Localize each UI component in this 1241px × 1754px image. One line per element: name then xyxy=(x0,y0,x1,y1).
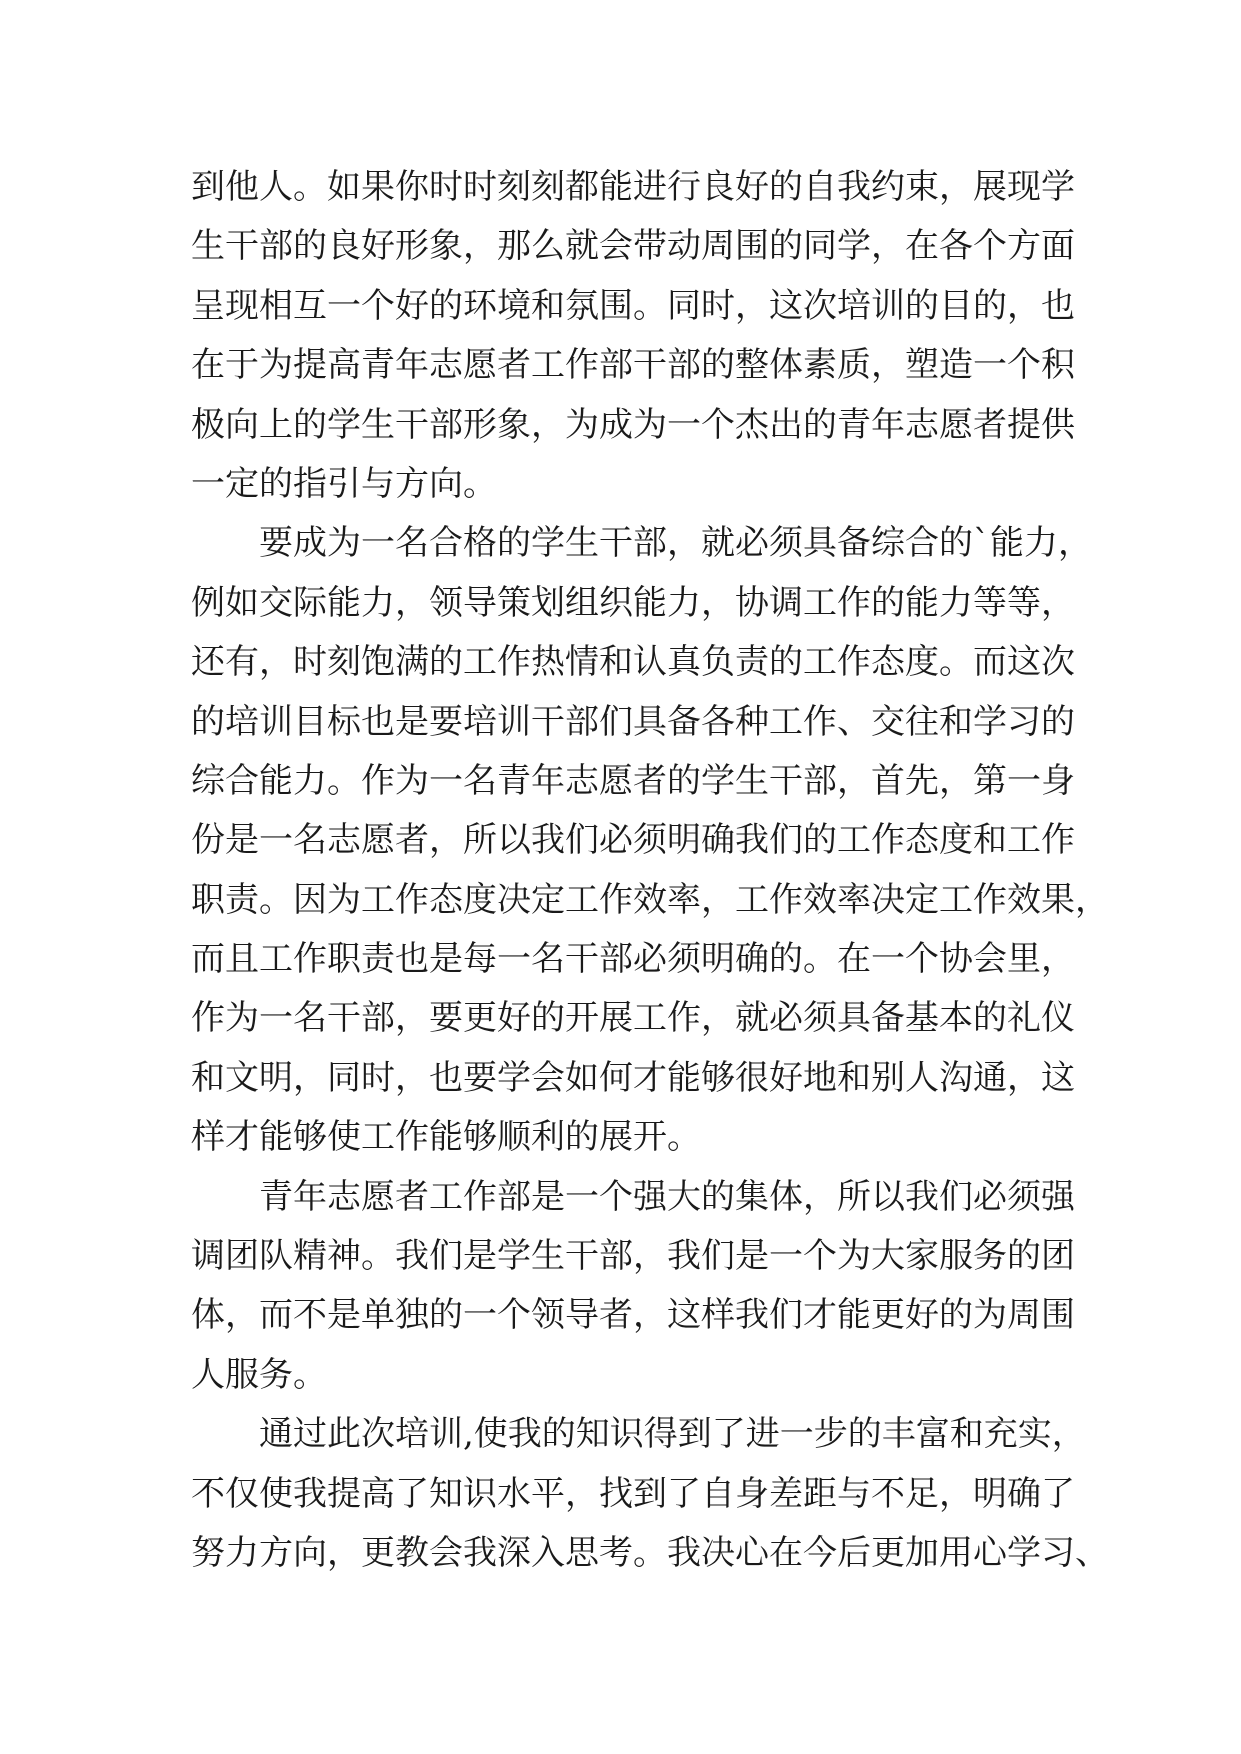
text-line: 通过此次培训,使我的知识得到了进一步的丰富和充实， xyxy=(259,1414,1086,1455)
text-line: 职责。因为工作态度决定工作效率，工作效率决定工作效果， xyxy=(191,879,1109,920)
text-line: 和文明，同时，也要学会如何才能够很好地和别人沟通，这 xyxy=(191,1057,1075,1098)
text-line: 不仅使我提高了知识水平，找到了自身差距与不足，明确了 xyxy=(191,1473,1075,1514)
text-line: 生干部的良好形象，那么就会带动周围的同学，在各个方面 xyxy=(191,226,1075,267)
text-line: 在于为提高青年志愿者工作部干部的整体素质，塑造一个积 xyxy=(191,345,1075,386)
text-line: 人服务。 xyxy=(191,1354,327,1395)
text-line: 极向上的学生干部形象，为成为一个杰出的青年志愿者提供 xyxy=(191,404,1075,445)
paragraph xyxy=(191,1405,1109,1583)
text-line: 份是一名志愿者，所以我们必须明确我们的工作态度和工作 xyxy=(191,820,1075,861)
paragraph xyxy=(191,514,1109,1167)
text-line: 样才能够使工作能够顺利的展开。 xyxy=(191,1117,701,1158)
text-line: 努力方向，更教会我深入思考。我决心在今后更加用心学习、 xyxy=(191,1532,1109,1573)
text-line: 调团队精神。我们是学生干部，我们是一个为大家服务的团 xyxy=(191,1236,1075,1277)
text-line: 作为一名干部，要更好的开展工作，就必须具备基本的礼仪 xyxy=(191,998,1075,1039)
text-line: 青年志愿者工作部是一个强大的集体，所以我们必须强 xyxy=(259,1176,1075,1217)
document-body xyxy=(191,158,1109,1583)
text-line: 要成为一名合格的学生干部，就必须具备综合的`能力， xyxy=(259,523,1092,564)
text-line: 的培训目标也是要培训干部们具备各种工作、交往和学习的 xyxy=(191,701,1075,742)
paragraph xyxy=(191,1168,1075,1406)
text-line: 而且工作职责也是每一名干部必须明确的。在一个协会里， xyxy=(191,939,1075,980)
text-line: 体，而不是单独的一个领导者，这样我们才能更好的为周围 xyxy=(191,1295,1075,1336)
text-line: 一定的指引与方向。 xyxy=(191,463,497,504)
text-line: 还有，时刻饱满的工作热情和认真负责的工作态度。而这次 xyxy=(191,642,1075,683)
paragraph xyxy=(191,158,1075,514)
text-line: 呈现相互一个好的环境和氛围。同时，这次培训的目的，也 xyxy=(191,285,1075,326)
text-line: 例如交际能力，领导策划组织能力，协调工作的能力等等， xyxy=(191,582,1075,623)
text-line: 综合能力。作为一名青年志愿者的学生干部，首先，第一身 xyxy=(191,760,1075,801)
text-line: 到他人。如果你时时刻刻都能进行良好的自我约束，展现学 xyxy=(191,167,1075,207)
